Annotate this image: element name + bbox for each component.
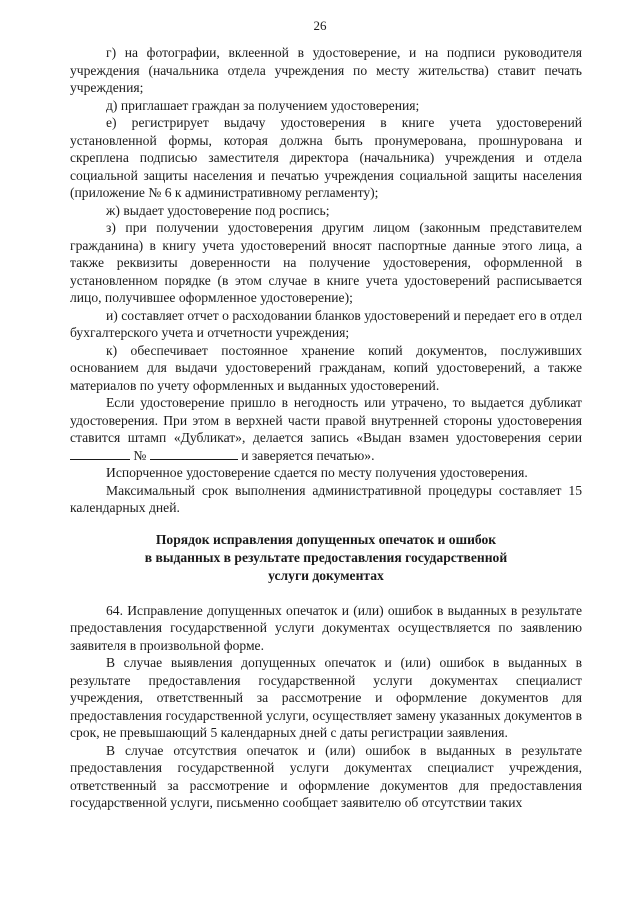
paragraph-errors-absent: В случае отсутствия опечаток и (или) ошибок в выданных в результате предоставления государственной услуги документах специалист учреждения, ответственный за рассмотрение и оформление документов для предоставления государственной услуги, письменно сообщает заявителю об отсутствии таких: [70, 742, 582, 810]
paragraph-item-g: г) на фотографии, вклеенной в удостоверение, и на подписи руководителя учреждения (начальника отдела учреждения по месту жительства) ставит печать учреждения;: [70, 45, 582, 95]
paragraph-max-term: Максимальный срок выполнения административной процедуры составляет 15 календарных дней.: [70, 482, 582, 515]
paragraph-item-k: к) обеспечивает постоянное хранение копий документов, послуживших основанием для выдачи удостоверений гражданам, копий удостоверений, а также материалов по учету оформленных и выданных удостоверений.: [70, 342, 582, 393]
number-blank-line: [150, 458, 238, 460]
paragraph-errors-found: В случае выявления допущенных опечаток и (или) ошибок в выданных в результате предоставления государственной услуги документах специалист учреждения, ответственный за рассмотрение и оформление документов для предоставления государственной услуги, осуществляет замену указанных документов в срок, не превышающий 5 календарных дней с даты регистрации заявления.: [70, 655, 582, 740]
page-number: 26: [313, 18, 327, 33]
paragraph-64: 64. Исправление допущенных опечаток и (или) ошибок в выданных в результате предоставления государственной услуги документах осуществляется по заявлению заявителя в произвольной форме.: [70, 602, 582, 653]
section-heading-line: услуги документах: [268, 567, 384, 583]
paragraph-item-z: з) при получении удостоверения другим лицом (законным представителем гражданина) в книгу учета удостоверений вносят паспортные данные этого лица, а также реквизиты доверенности на получение удостоверения, оформленной в установленном порядке (в этом случае в книге учета удостоверений расписывается лицо, получившее оформленное удостоверение);: [70, 220, 582, 305]
paragraph-duplicate: [70, 394, 582, 464]
section-heading-line: Порядок исправления допущенных опечаток и ошибок: [155, 531, 497, 547]
duplicate-text-after: и заверяется печатью».: [237, 447, 375, 463]
paragraph-item-zh: ж) выдает удостоверение под роспись;: [106, 202, 330, 218]
section-heading: [70, 531, 582, 585]
series-blank-line: [70, 458, 130, 460]
paragraph-item-d: д) приглашает граждан за получением удостоверения;: [106, 97, 420, 113]
section-heading-line: в выданных в результате предоставления государственной: [144, 549, 508, 565]
paragraph-spoiled: Испорченное удостоверение сдается по месту получения удостоверения.: [106, 465, 528, 480]
number-sign: №: [133, 447, 147, 463]
document-body: [70, 44, 582, 812]
paragraph-item-e: е) регистрирует выдачу удостоверения в книге учета удостоверений установленной формы, которая должна быть пронумерована, прошнурована и скреплена подписью заместителя директора (начальника) учреждения и отдела социальной защиты населения и печатью учреждения социальной защиты населения (приложение № 6 к административному регламенту);: [70, 115, 582, 200]
duplicate-text-before: Если удостоверение пришло в негодность или утрачено, то выдается дубликат удостоверения. При этом в верхней части правой внутренней стороны удостоверения ставится штамп «Дубликат», делается запись «Выдан взамен удостоверения серии: [70, 395, 582, 445]
paragraph-item-i: и) составляет отчет о расходовании бланков удостоверений и передает его в отдел бухгалтерского учета и отчетности учреждения;: [70, 307, 582, 340]
